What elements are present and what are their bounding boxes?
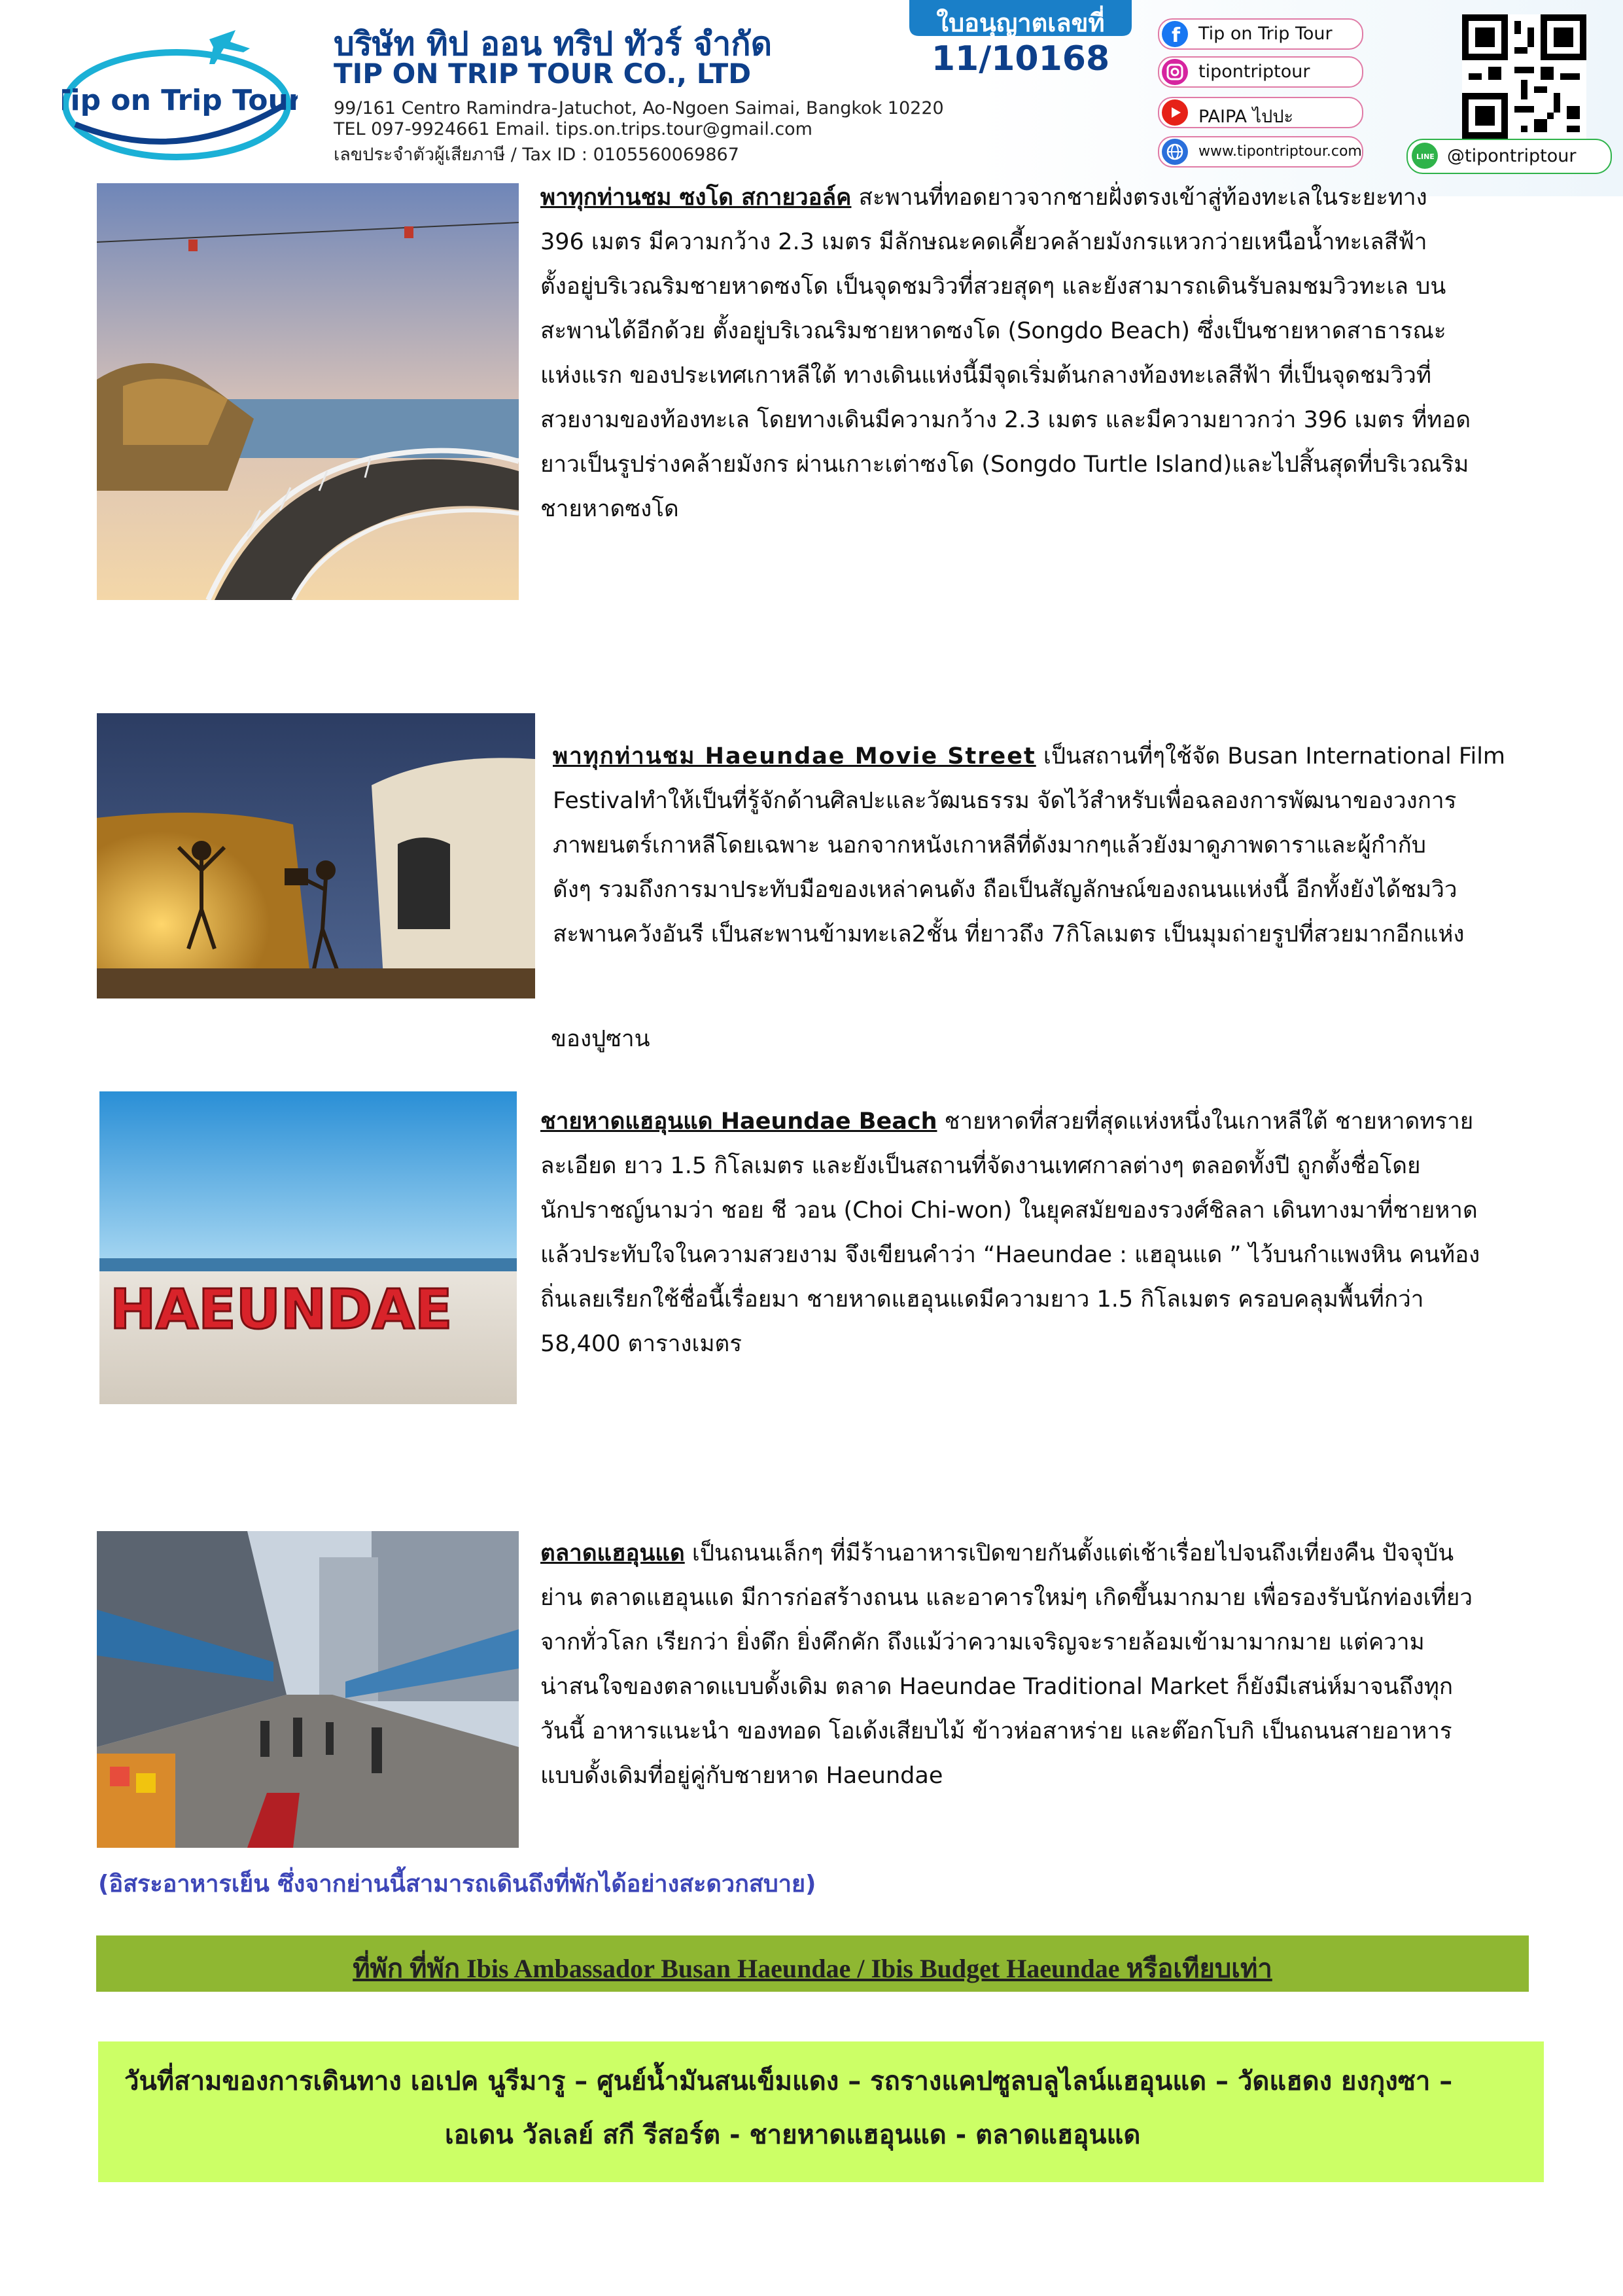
movie-street-line-2: Festivalทำให้เป็นที่รู้จักด้านศิลปะและวัฒนธรรม จัดไว้สำหรับเพื่อฉลองการพัฒนาของวงการ (553, 788, 1457, 814)
social-website-label: www.tipontriptour.com (1198, 143, 1362, 160)
haeundae-market-line-6: แบบดั้งเดิมที่อยู่คู่กับชายหาด Haeundae (540, 1763, 943, 1789)
songdo-lead: พาทุกท่านชม ซงโด สกายวอล์ค (540, 185, 852, 211)
movie-street-line-3: ภาพยนตร์เกาหลีโดยเฉพาะ นอกจากหนังเกาหลีที่ดังมากๆแล้วยังมาดูภาพดาราและผู้กำกับ (553, 832, 1426, 858)
social-instagram[interactable] (1158, 56, 1363, 88)
songdo-description (540, 175, 1528, 531)
company-address: 99/161 Centro Ramindra-Jatuchot, Ao-Ngoen Saimai, Bangkok 10220 (334, 98, 944, 118)
social-facebook[interactable] (1158, 18, 1363, 50)
company-tax-id: เลขประจำตัวผู้เสียภาษี / Tax ID : 0105560069867 (334, 145, 739, 165)
haeundae-beach-line-3: นักปราชญ์นามว่า ชอย ชี วอน (Choi Chi-won) ในยุคสมัยของรวงศ์ชิลลา เดินทางมาที่ชายหาด (540, 1197, 1478, 1224)
logo-text: Tip on Trip Tour (62, 84, 298, 117)
haeundae-market-photo (97, 1531, 519, 1848)
haeundae-beach-line-1: ชายหาดที่สวยที่สุดแห่งหนึ่งในเกาหลีใต้ ชายหาดทราย (937, 1108, 1474, 1135)
movie-street-line-6: ของปูซาน (551, 1026, 650, 1052)
social-line-label: @tipontriptour (1447, 146, 1577, 166)
dinner-note: (อิสระอาหารเย็น ซึ่งจากย่านนี้สามารถเดินถึงที่พักได้อย่างสะดวกสบาย) (98, 1871, 816, 1898)
haeundae-beach-line-6: 58,400 ตารางเมตร (540, 1331, 742, 1357)
beach-sign-text: HAEUNDAE (110, 1277, 453, 1341)
songdo-line-4: สะพานได้อีกด้วย ตั้งอยู่บริเวณริมชายหาดซงโด (Songdo Beach) ซึ่งเป็นชายหาดสาธารณะ (540, 318, 1446, 344)
songdo-line-8: ชายหาดซงโด (540, 496, 679, 522)
social-website[interactable] (1158, 136, 1363, 168)
company-name-thai: บริษัท ทิป ออน ทริป ทัวร์ จำกัด (334, 25, 773, 63)
haeundae-market-line-4: น่าสนใจของตลาดแบบดั้งเดิม ตลาด Haeundae Traditional Market ก็ยังมีเสน่ห์มาจนถึงทุก (540, 1674, 1454, 1700)
facebook-icon (1162, 21, 1188, 47)
line-icon (1412, 143, 1438, 169)
songdo-line-2: 396 เมตร มีความกว้าง 2.3 เมตร มีลักษณะคดเคี้ยวคล้ายมังกรแหวกว่ายเหนือน้ำทะเลสีฟ้า (540, 229, 1427, 255)
movie-street-line-4: ดังๆ รวมถึงการมาประทับมือของเหล่าคนดัง ถือเป็นสัญลักษณ์ของถนนแห่งนี้ อีกทั้งยังได้ชมวิว (553, 877, 1457, 903)
license-title: ใบอนุญาตเลขที่ (936, 9, 1105, 37)
social-instagram-label: tipontriptour (1198, 62, 1310, 82)
movie-street-photo (97, 713, 535, 998)
songdo-line-6: สวยงามของท้องทะเล โดยทางเดินมีความกว้าง 2.3 เมตร และมีความยาวกว่า 396 เมตร ที่ทอด (540, 407, 1471, 433)
haeundae-beach-photo (99, 1091, 517, 1404)
social-youtube[interactable] (1158, 97, 1363, 128)
web-icon (1162, 139, 1188, 165)
movie-street-lead: พาทุกท่านชม Haeundae Movie Street (553, 743, 1036, 769)
social-line[interactable] (1406, 139, 1612, 174)
movie-street-description (553, 734, 1527, 957)
instagram-icon (1162, 59, 1188, 85)
songdo-line-3: ตั้งอยู่บริเวณริมชายหาดซงโด เป็นจุดชมวิวที่สวยสุดๆ และยังสามารถเดินรับลมชมวิวทะเล บน (540, 274, 1446, 300)
songdo-line-5: แห่งแรก ของประเทศเกาหลีใต้ ทางเดินแห่งนี้มีจุดเริ่มต้นกลางท้องทะเลสีฟ้า ที่เป็นจุดชมวิวที่ (540, 362, 1432, 389)
songdo-line-7: ยาวเป็นรูปร่างคล้ายมังกร ผ่านเกาะเต่าซงโด (Songdo Turtle Island)และไปสิ้นสุดที่บริเวณริม (540, 451, 1469, 478)
haeundae-beach-line-5: ถิ่นเลยเรียกใช้ชื่อนี้เรื่อยมา ชายหาดแฮอุนแดมีความยาว 1.5 กิโลเมตร ครอบคลุมพื้นที่กว่า (540, 1286, 1424, 1313)
haeundae-beach-line-4: แล้วประทับใจในความสวยงาม จึงเขียนคำว่า “Haeundae : แฮอุนแด ” ไว้บนกำแพงหิน คนท้อง (540, 1242, 1480, 1268)
company-contact: TEL 097-9924661 Email. tips.on.trips.tour@gmail.com (334, 119, 812, 139)
svg-text:f: f (1172, 24, 1181, 47)
haeundae-market-line-5: วันนี้ อาหารแนะนำ ของทอด โอเด้งเสียบไม้ ข้าวห่อสาหร่าย และต๊อกโบกิ เป็นถนนสายอาหาร (540, 1718, 1452, 1744)
svg-text:LINE: LINE (1416, 152, 1435, 161)
haeundae-market-line-2: ย่าน ตลาดแฮอุนแด มีการก่อสร้างถนน และอาคารใหม่ๆ เกิดขึ้นมากมาย เพื่อรองรับนักท่องเที่ยว (540, 1585, 1473, 1611)
movie-street-line-5: สะพานควังอันรี เป็นสะพานข้ามทะเล2ชั้น ที่ยาวถึง 7กิโลเมตร เป็นมุมถ่ายรูปที่สวยมากอีกแห่ง (553, 921, 1465, 947)
company-logo (62, 26, 298, 164)
haeundae-market-lead: ตลาดแฮอุนแด (540, 1540, 685, 1566)
haeundae-beach-line-2: ละเอียด ยาว 1.5 กิโลเมตร และยังเป็นสถานที่จัดงานเทศกาลต่างๆ ตลอดทั้งปี ถูกตั้งชื่อโดย (540, 1153, 1421, 1179)
youtube-icon (1162, 99, 1188, 126)
haeundae-market-line-1: เป็นถนนเล็กๆ ที่มีร้านอาหารเปิดขายกันตั้งแต่เช้าเรื่อยไปจนถึงเที่ยงคืน ปัจจุบัน (684, 1540, 1454, 1566)
social-facebook-label: Tip on Trip Tour (1198, 24, 1333, 44)
license-number: 11/10168 (931, 39, 1110, 79)
day-three-itinerary-line-1: วันที่สามของการเดินทาง เอเปค นูรีมารู – ศูนย์น้ำมันสนเข็มแดง – รถรางแคปซูลบลูไลน์แฮอุนแด – วัดแฮดง ยงกุงซา – (124, 2066, 1453, 2096)
movie-street-line-1: เป็นสถานที่ๆใช้จัด Busan International Film (1036, 743, 1506, 769)
songdo-line-1: สะพานที่ทอดยาวจากชายฝั่งตรงเข้าสู่ท้องทะเลในระยะทาง (851, 185, 1427, 211)
haeundae-market-description (540, 1531, 1528, 1798)
haeundae-market-line-3: จากทั่วโลก เรียกว่า ยิ่งดึก ยิ่งคึกคัก ถึงแม้ว่าความเจริญจะรายล้อมเข้ามามากมาย แต่ความ (540, 1629, 1425, 1655)
songdo-skywalk-photo (97, 183, 519, 600)
social-youtube-label: PAIPA ไปปะ (1198, 107, 1293, 127)
day-three-itinerary-line-2: เอเดน วัลเลย์ สกี รีสอร์ต - ชายหาดแฮอุนแด - ตลาดแฮอุนแด (445, 2120, 1141, 2150)
haeundae-beach-lead: ชายหาดแฮอุนแด Haeundae Beach (540, 1108, 937, 1135)
haeundae-beach-description (540, 1099, 1528, 1366)
company-name-english: TIP ON TRIP TOUR CO., LTD (334, 58, 752, 90)
qr-code[interactable] (1462, 14, 1586, 139)
hotel-text: ที่พัก ที่พัก Ibis Ambassador Busan Haeundae / Ibis Budget Haeundae หรือเทียบเท่า (353, 1954, 1272, 1983)
